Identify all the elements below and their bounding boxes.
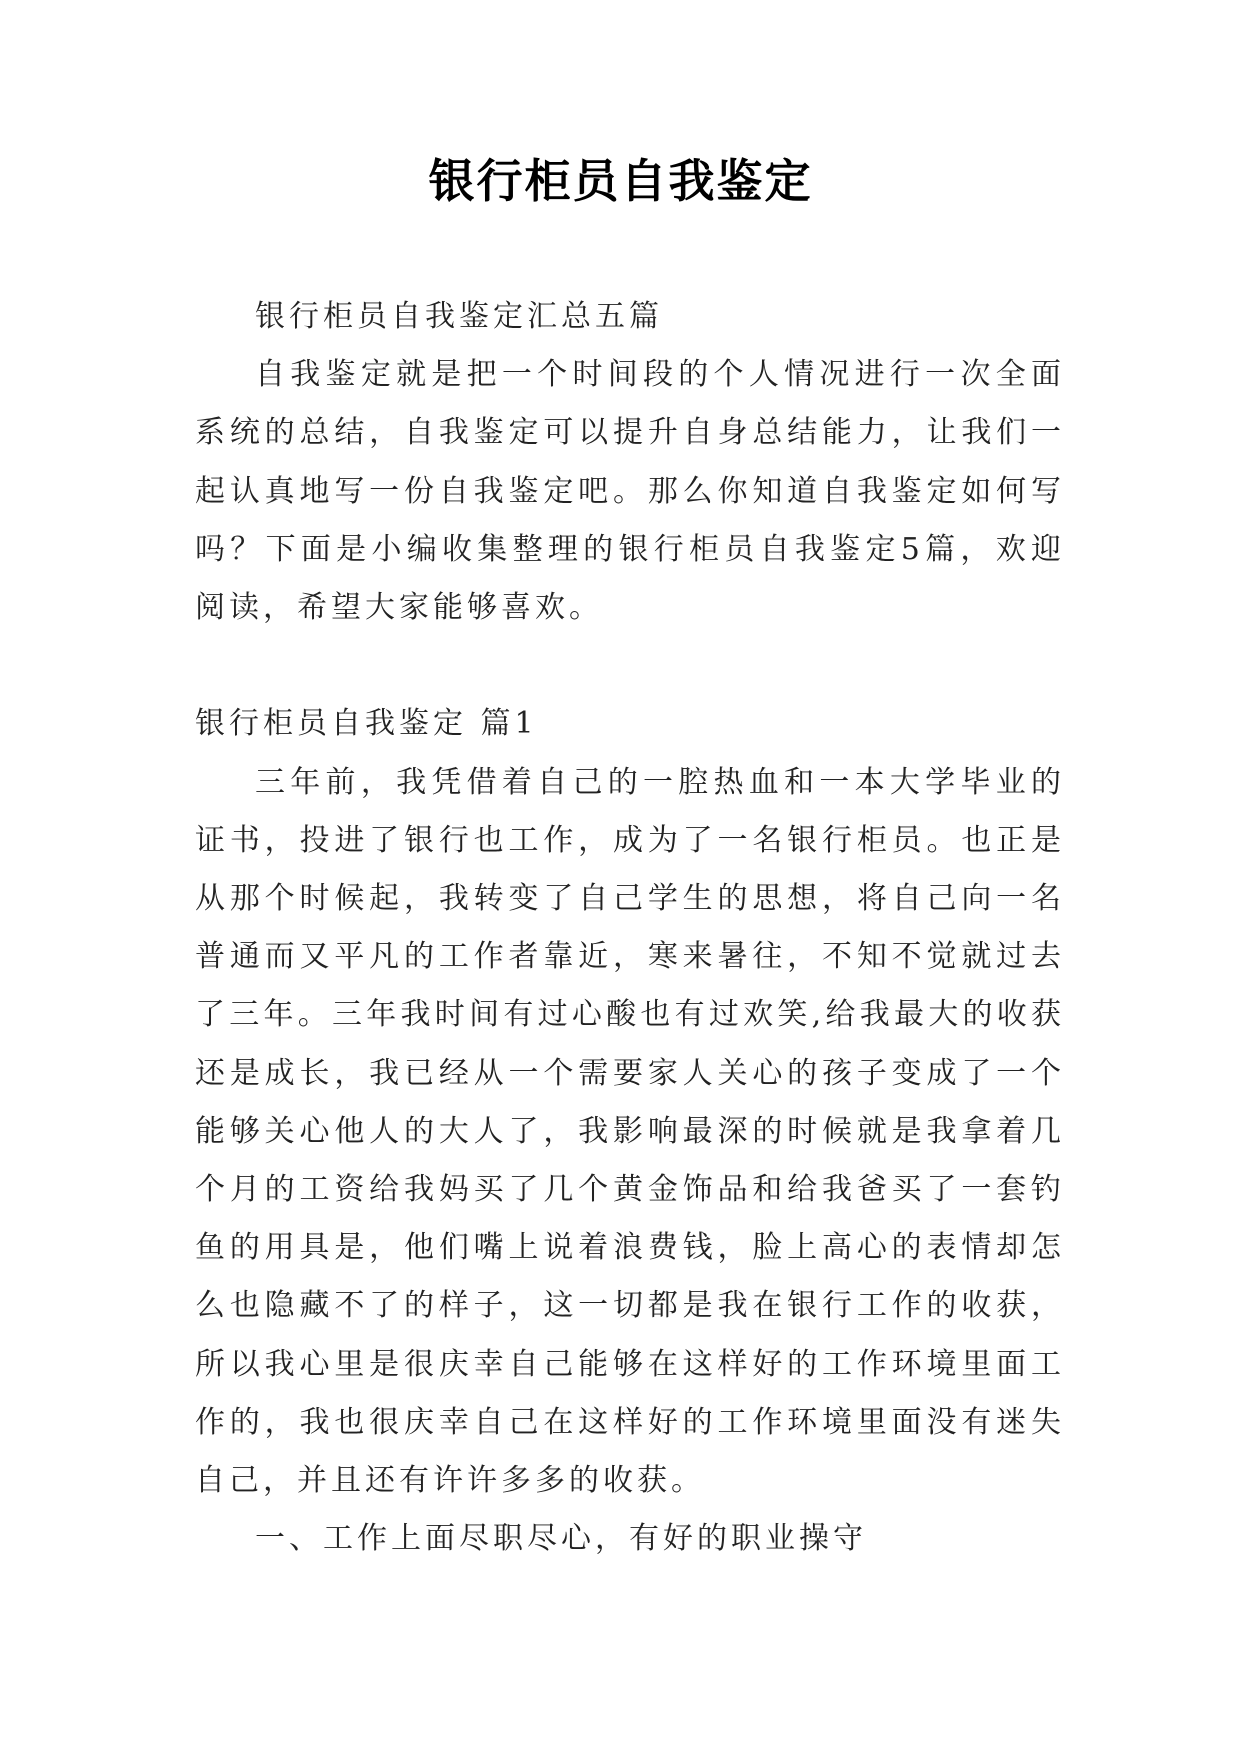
- document-body: [195, 288, 1065, 1568]
- document-title: 银行柜员自我鉴定: [428, 154, 813, 208]
- paragraph-spacer: [195, 637, 1065, 695]
- intro-paragraph: 自我鉴定就是把一个时间段的个人情况进行一次全面系统的总结，自我鉴定可以提升自身总结能力，让我们一起认真地写一份自我鉴定吧。那么你知道自我鉴定如何写吗？下面是小编收集整理的银行柜员自我鉴定5篇，欢迎阅读，希望大家能够喜欢。: [195, 357, 1065, 626]
- intro-heading: 银行柜员自我鉴定汇总五篇: [255, 299, 663, 334]
- subheading-1: 一、工作上面尽职尽心，有好的职业操守: [255, 1521, 867, 1557]
- section-paragraph: 三年前，我凭借着自己的一腔热血和一本大学毕业的证书，投进了银行也工作，成为了一名银行柜员。也正是从那个时候起，我转变了自己学生的思想，将自己向一名普通而又平凡的工作者靠近，寒来暑往，不知不觉就过去了三年。三年我时间有过心酸也有过欢笑,给我最大的收获还是成长，我已经从一个需要家人关心的孩子变成了一个能够关心他人的大人了，我影响最深的时候就是我拿着几个月的工资给我妈买了几个黄金饰品和给我爸买了一套钓鱼的用具是，他们嘴上说着浪费钱，脸上高心的表情却怎么也隐藏不了的样子，这一切都是我在银行工作的收获，所以我心里是很庆幸自己能够在这样好的工作环境里面工作的，我也很庆幸自己在这样好的工作环境里面没有迷失自己，并且还有许许多多的收获。: [195, 764, 1065, 1499]
- section-heading: 银行柜员自我鉴定 篇1: [195, 706, 538, 742]
